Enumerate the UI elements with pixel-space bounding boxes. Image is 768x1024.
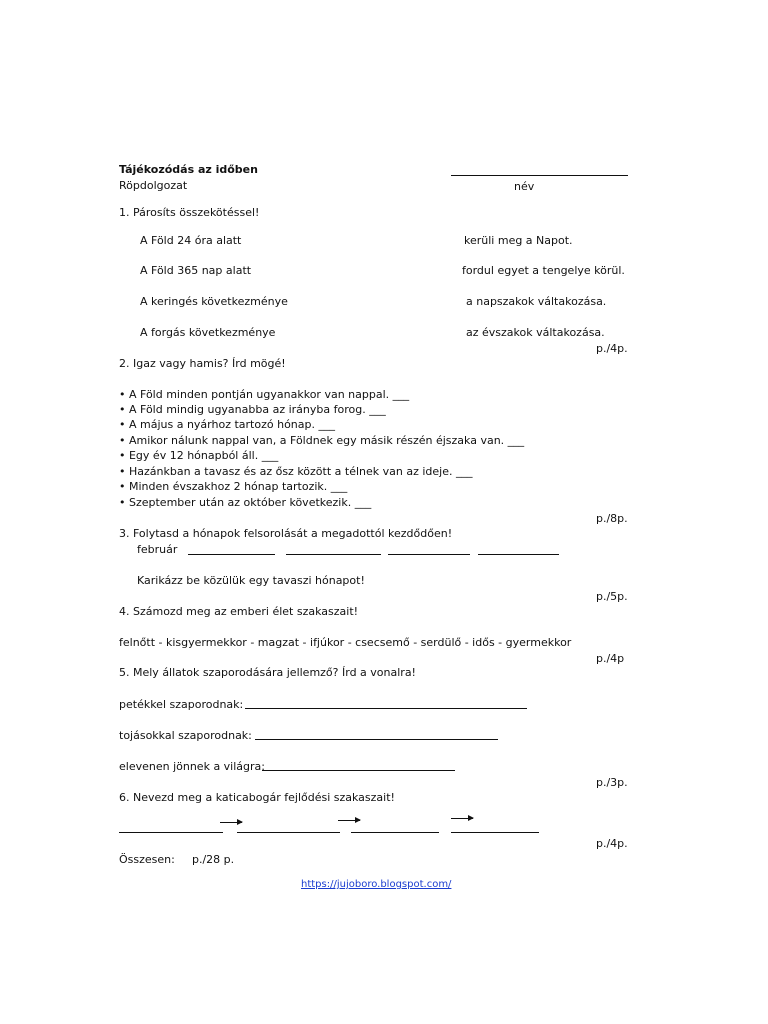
q3-start-month: február xyxy=(137,543,178,556)
q2-item-4: • Amikor nálunk nappal van, a Földnek egy másik részén éjszaka van. ___ xyxy=(119,434,525,447)
q2-item-3: • A május a nyárhoz tartozó hónap. ___ xyxy=(119,418,335,431)
q5-item-1: petékkel szaporodnak: xyxy=(119,698,244,711)
q2-item-8: • Szeptember után az október következik. ___ xyxy=(119,496,372,509)
q5-title: 5. Mely állatok szaporodására jellemző? Írd a vonalra! xyxy=(119,666,416,679)
arrow-icon xyxy=(451,818,473,819)
q4-points: p./4p xyxy=(596,652,625,665)
q3-instruction: Karikázz be közülük egy tavaszi hónapot! xyxy=(137,574,365,587)
q2-item-7: • Minden évszakhoz 2 hónap tartozik. ___ xyxy=(119,480,348,493)
q2-item-5: • Egy év 12 hónapból áll. ___ xyxy=(119,449,279,462)
q6-points: p./4p. xyxy=(596,837,628,850)
name-label: név xyxy=(514,180,535,193)
q3-answer-line-1[interactable] xyxy=(188,554,275,555)
q3-title: 3. Folytasd a hónapok felsorolását a megadottól kezdődően! xyxy=(119,527,453,540)
q5-answer-line-3[interactable] xyxy=(262,770,455,771)
page-subtitle: Röpdolgozat xyxy=(119,179,188,192)
q5-item-3: elevenen jönnek a világra: xyxy=(119,760,265,773)
q1-right-4: az évszakok váltakozása. xyxy=(466,326,605,339)
q1-right-1: kerüli meg a Napot. xyxy=(464,234,573,247)
q1-right-2: fordul egyet a tengelye körül. xyxy=(462,264,625,277)
arrow-icon xyxy=(338,820,360,821)
q6-answer-line-1[interactable] xyxy=(119,832,223,833)
name-line xyxy=(451,175,628,176)
q1-left-4: A forgás következménye xyxy=(140,326,276,339)
q4-title: 4. Számozd meg az emberi élet szakaszait! xyxy=(119,605,359,618)
total-label: Összesen: xyxy=(119,853,175,866)
q1-points: p./4p. xyxy=(596,342,628,355)
q5-points: p./3p. xyxy=(596,776,628,789)
q1-left-1: A Föld 24 óra alatt xyxy=(140,234,242,247)
footer-link[interactable]: https://jujoboro.blogspot.com/ xyxy=(301,879,452,890)
q3-answer-line-2[interactable] xyxy=(286,554,381,555)
page-title: Tájékozódás az időben xyxy=(119,163,258,176)
q5-answer-line-1[interactable] xyxy=(245,708,527,709)
q3-answer-line-3[interactable] xyxy=(388,554,470,555)
q5-answer-line-2[interactable] xyxy=(255,739,498,740)
q2-title: 2. Igaz vagy hamis? Írd mögé! xyxy=(119,357,286,370)
q6-answer-line-2[interactable] xyxy=(237,832,340,833)
q2-points: p./8p. xyxy=(596,512,628,525)
q1-left-3: A keringés következménye xyxy=(140,295,288,308)
q6-answer-line-4[interactable] xyxy=(451,832,539,833)
q2-item-6: • Hazánkban a tavasz és az ősz között a télnek van az ideje. ___ xyxy=(119,465,473,478)
q4-words: felnőtt - kisgyermekkor - magzat - ifjúkor - csecsemő - serdülő - idős - gyermekkor xyxy=(119,636,572,649)
q6-answer-line-3[interactable] xyxy=(351,832,439,833)
q6-title: 6. Nevezd meg a katicabogár fejlődési szakaszait! xyxy=(119,791,395,804)
q2-item-1: • A Föld minden pontján ugyanakkor van nappal. ___ xyxy=(119,388,410,401)
q1-left-2: A Föld 365 nap alatt xyxy=(140,264,252,277)
q2-item-2: • A Föld mindig ugyanabba az irányba forog. ___ xyxy=(119,403,386,416)
q3-answer-line-4[interactable] xyxy=(478,554,559,555)
q1-title: 1. Párosíts összekötéssel! xyxy=(119,206,260,219)
q1-right-3: a napszakok váltakozása. xyxy=(466,295,607,308)
total-value: p./28 p. xyxy=(192,853,235,866)
arrow-icon xyxy=(220,822,242,823)
q5-item-2: tojásokkal szaporodnak: xyxy=(119,729,252,742)
q3-points: p./5p. xyxy=(596,590,628,603)
